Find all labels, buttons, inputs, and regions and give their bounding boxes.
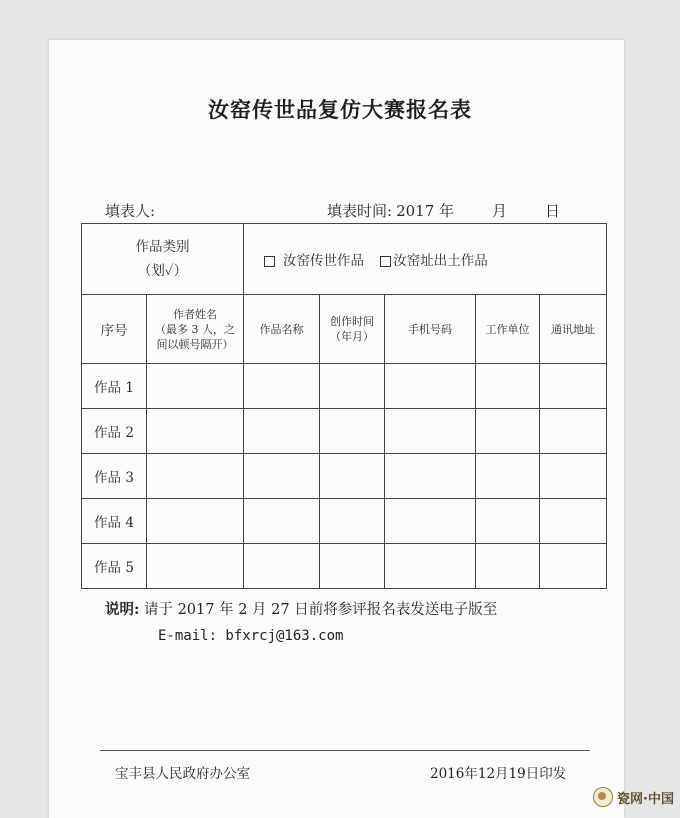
author-cell[interactable]: [147, 454, 244, 499]
category-label: 作品类别: [135, 239, 190, 255]
category-row: [82, 224, 607, 295]
table-row: [82, 544, 607, 589]
phone-cell[interactable]: [385, 499, 476, 544]
note-email: E-mail: bfxrcj@163.com: [158, 628, 344, 644]
category-label-cell: [82, 224, 244, 295]
address-cell[interactable]: [540, 499, 607, 544]
fill-day: 日: [545, 202, 561, 220]
fill-year: 2017 年: [396, 202, 455, 220]
phone-cell[interactable]: [385, 454, 476, 499]
seal-icon: [593, 787, 613, 807]
phone-cell[interactable]: [385, 544, 476, 589]
option-traditional: 汝窑传世作品: [283, 253, 364, 269]
header-seq: 序号: [82, 295, 147, 364]
work-unit-cell[interactable]: [476, 364, 540, 409]
work-name-cell[interactable]: [244, 409, 320, 454]
author-cell[interactable]: [147, 499, 244, 544]
work-unit-cell[interactable]: [476, 544, 540, 589]
address-cell[interactable]: [540, 544, 607, 589]
work-name-cell[interactable]: [244, 454, 320, 499]
work-name-cell[interactable]: [244, 544, 320, 589]
header-create-time-line: 创作时间: [330, 315, 374, 328]
header-author-line: （最多 3 人，之: [155, 322, 235, 336]
fill-time-label: 填表时间:: [327, 202, 393, 220]
create-time-cell[interactable]: [320, 409, 385, 454]
issuer: 宝丰县人民政府办公室: [115, 766, 250, 782]
table-row: [82, 409, 607, 454]
fill-time: [327, 200, 564, 221]
note-text: 请于 2017 年 2 月 27 日前将参评报名表发送电子版至: [143, 602, 498, 618]
checkbox-icon[interactable]: [380, 256, 391, 267]
issue-date: 2016年12月19日印发: [430, 766, 567, 782]
header-create-time-line: （年月）: [330, 330, 374, 343]
header-row: [82, 295, 607, 364]
header-work-name: 作品名称: [244, 295, 320, 364]
fill-month: 月: [492, 202, 508, 220]
work-name-cell[interactable]: [244, 364, 320, 409]
category-options-cell: [244, 224, 607, 295]
header-create-time: [320, 295, 385, 364]
author-cell[interactable]: [147, 409, 244, 454]
header-phone: 手机号码: [385, 295, 476, 364]
row-label: 作品 3: [82, 454, 147, 499]
row-label: 作品 1: [82, 364, 147, 409]
create-time-cell[interactable]: [320, 364, 385, 409]
watermark-text: 瓷网·中国: [617, 791, 674, 807]
registration-table: [81, 223, 607, 589]
address-cell[interactable]: [540, 364, 607, 409]
footer-divider: [100, 750, 590, 751]
header-author-line: 作者姓名: [173, 307, 217, 321]
work-unit-cell[interactable]: [476, 409, 540, 454]
header-author: [147, 295, 244, 364]
row-label: 作品 5: [82, 544, 147, 589]
instructions: [105, 598, 497, 644]
filler-label: 填表人:: [105, 202, 156, 220]
phone-cell[interactable]: [385, 364, 476, 409]
table-row: [82, 364, 607, 409]
author-cell[interactable]: [147, 364, 244, 409]
work-unit-cell[interactable]: [476, 454, 540, 499]
create-time-cell[interactable]: [320, 499, 385, 544]
create-time-cell[interactable]: [320, 544, 385, 589]
row-label: 作品 4: [82, 499, 147, 544]
option-excavated: 汝窑址出土作品: [393, 253, 488, 269]
watermark-logo: [593, 787, 674, 807]
header-author-line: 间以顿号隔开）: [156, 337, 234, 351]
header-address: 通讯地址: [540, 295, 607, 364]
address-cell[interactable]: [540, 409, 607, 454]
address-cell[interactable]: [540, 454, 607, 499]
table-row: [82, 454, 607, 499]
author-cell[interactable]: [147, 544, 244, 589]
phone-cell[interactable]: [385, 409, 476, 454]
row-label: 作品 2: [82, 409, 147, 454]
checkbox-icon[interactable]: [264, 256, 275, 267]
header-work-unit: 工作单位: [476, 295, 540, 364]
form-title: 汝窑传世品复仿大赛报名表: [208, 97, 472, 122]
table-row: [82, 499, 607, 544]
category-hint: （划✓）: [137, 263, 188, 279]
create-time-cell[interactable]: [320, 454, 385, 499]
note-label: 说明:: [105, 601, 140, 618]
work-unit-cell[interactable]: [476, 499, 540, 544]
work-name-cell[interactable]: [244, 499, 320, 544]
